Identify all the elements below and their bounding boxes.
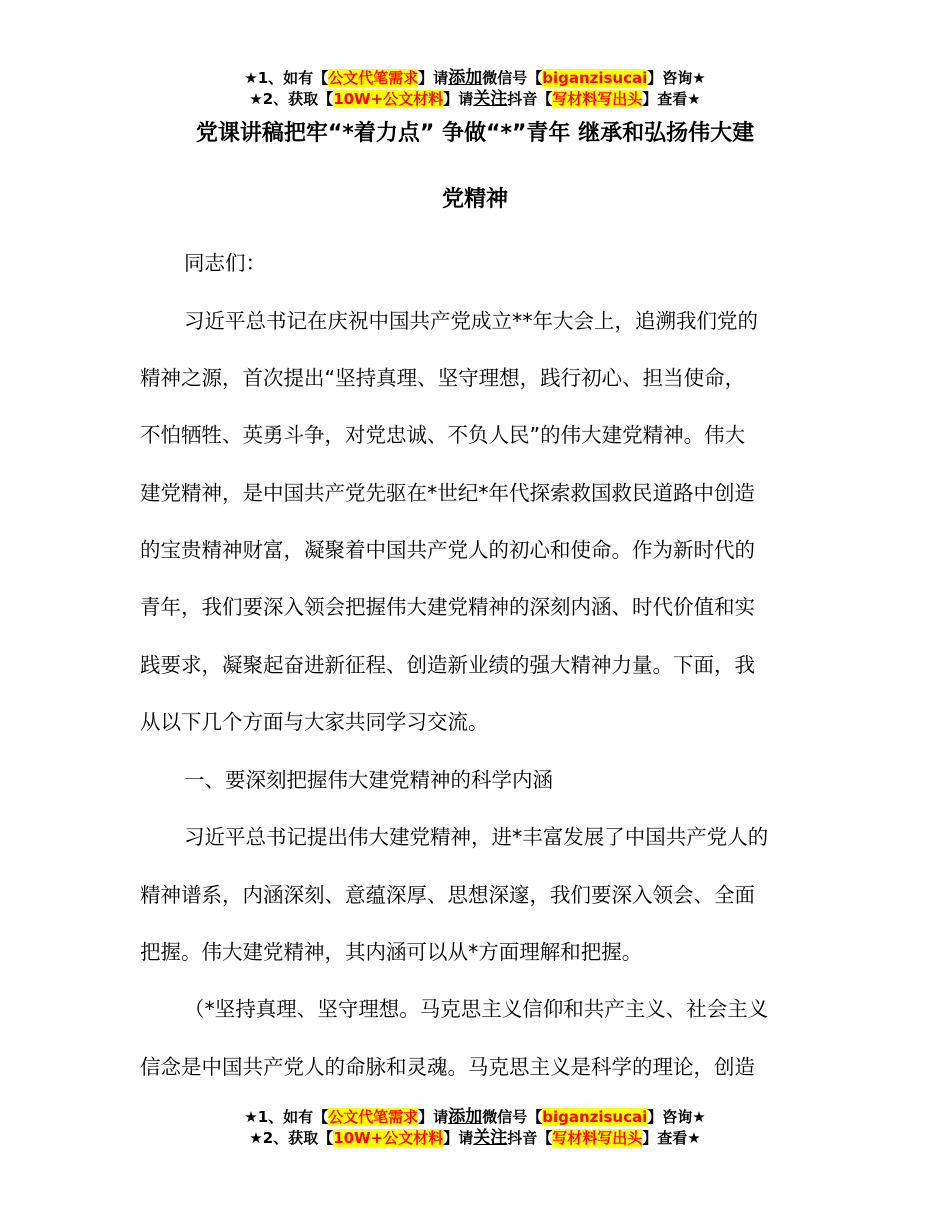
banner-line-2 [0,1128,950,1149]
banner-2-highlight-materials: 10W+公文材料 [333,1129,444,1147]
banner-1-emphasis: 添加 [448,1107,483,1127]
banner-2-prefix: ★2、获取【 [249,90,334,108]
paragraph-line: 的宝贵精神财富，凝聚着中国共产党人的初心和使命。作为新时代的 [140,538,755,562]
banner-2-suffix: 】查看★ [642,90,701,108]
banner-1-mid: 】请 [418,1108,449,1126]
banner-1-highlight-service: 公文代笔需求 [328,69,419,87]
banner-2-highlight-douyin: 写材料写出头 [552,1129,643,1147]
banner-1-highlight-wechat: biganzisucai [542,69,648,87]
paragraph-line: 习近平总书记提出伟大建党精神，进*丰富发展了中国共产党人的 [184,825,769,849]
salutation: 同志们： [184,251,266,275]
banner-2-mid: 】请 [443,1129,474,1147]
banner-2-mid2: 抖音【 [507,1129,553,1147]
banner-2-emphasis: 关注 [473,89,508,109]
paragraph-line: 精神谱系，内涵深刻、意蕴深厚、思想深邃，我们要深入领会、全面 [140,883,755,907]
banner-2-emphasis: 关注 [473,1128,508,1148]
paragraph-line: 建党精神，是中国共产党先驱在*世纪*年代探索救国救民道路中创造 [140,481,755,505]
paragraph-line: 从以下几个方面与大家共同学习交流。 [140,710,489,734]
banner-2-highlight-douyin: 写材料写出头 [552,90,643,108]
section-heading: 一、要深刻把握伟大建党精神的科学内涵 [184,768,553,792]
paragraph-line: 信念是中国共产党人的命脉和灵魂。马克思主义是科学的理论，创造 [140,1055,755,1079]
paragraph-line: 不怕牺牲、英勇斗争，对党忠诚、不负人民”的伟大建党精神。伟大 [140,423,746,447]
banner-line-1 [0,1107,950,1128]
banner-1-suffix: 】咨询★ [647,1108,706,1126]
banner-1-highlight-service: 公文代笔需求 [328,1108,419,1126]
document-title-line-2: 党精神 [441,187,508,212]
banner-1-mid2: 微信号【 [482,69,543,87]
paragraph-line: 把握。伟大建党精神，其内涵可以从*方面理解和把握。 [140,940,643,964]
document-title-line-1: 党课讲稿把牢“*着力点” 争做“*”青年 继承和弘扬伟大建 [195,121,755,146]
banner-line-1 [0,68,950,89]
footer-banner [0,1107,950,1149]
header-banner [0,68,950,110]
paragraph-line: 习近平总书记在庆祝中国共产党成立**年大会上，追溯我们党的 [184,309,758,333]
banner-1-emphasis: 添加 [448,68,483,88]
banner-2-highlight-materials: 10W+公文材料 [333,90,444,108]
banner-2-suffix: 】查看★ [642,1129,701,1147]
paragraph-line: 青年，我们要深入领会把握伟大建党精神的深刻内涵、时代价值和实 [140,595,755,619]
banner-1-mid: 】请 [418,69,449,87]
banner-2-mid2: 抖音【 [507,90,553,108]
banner-2-prefix: ★2、获取【 [249,1129,334,1147]
paragraph-line: （*坚持真理、坚守理想。马克思主义信仰和共产主义、社会主义 [184,997,769,1021]
banner-1-prefix: ★1、如有【 [244,69,329,87]
paragraph-line: 精神之源，首次提出“坚持真理、坚守理想，践行初心、担当使命， [140,366,746,390]
banner-1-mid2: 微信号【 [482,1108,543,1126]
banner-2-mid: 】请 [443,90,474,108]
banner-1-highlight-wechat: biganzisucai [542,1108,648,1126]
banner-line-2 [0,89,950,110]
paragraph-line: 践要求，凝聚起奋进新征程、创造新业绩的强大精神力量。下面，我 [140,653,755,677]
banner-1-prefix: ★1、如有【 [244,1108,329,1126]
banner-1-suffix: 】咨询★ [647,69,706,87]
